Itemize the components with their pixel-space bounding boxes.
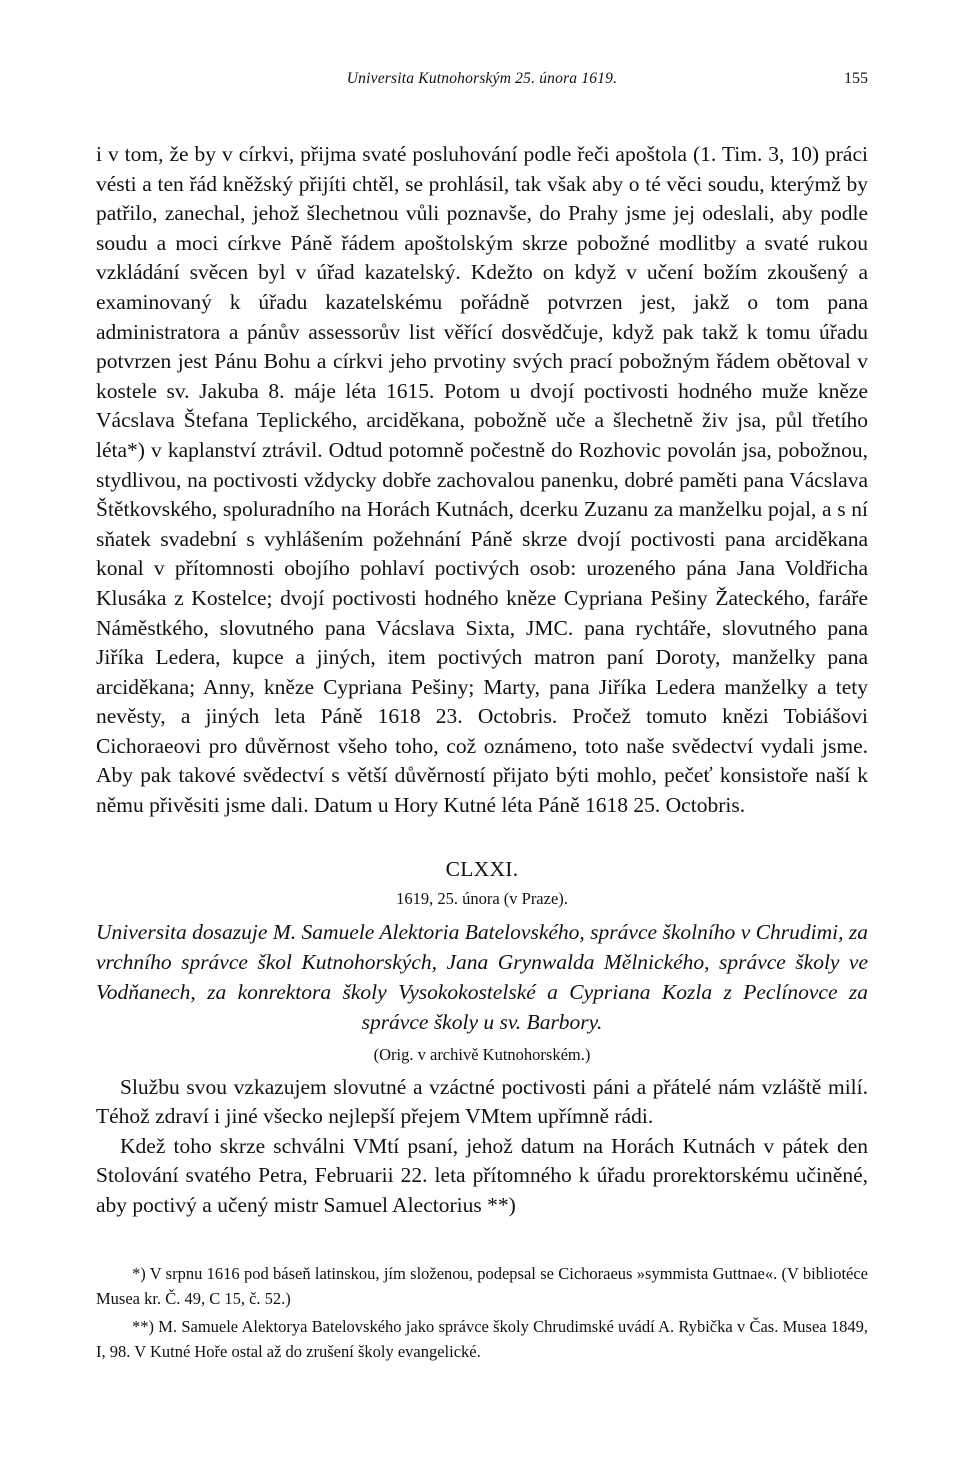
book-page [96, 70, 868, 1365]
document-source: (Orig. v archivě Kutnohorském.) [373, 1044, 591, 1064]
document-number: CLXXI. [445, 856, 519, 881]
footnote-1: *) V srpnu 1616 pod báseň latinskou, jím složenou, podepsal se Cichoraeus »symmista Guttnae«. (V bibliotéce Musea kr. Č. 49, C 15, č. 52.) [96, 1263, 868, 1309]
document-regest: Universita dosazuje M. Samuele Alektoria Batelovského, správce školního v Chrudimi, za vrchního správce škol Kutnohorských, Jana Grynwalda Mělnického, správce školy ve Vodňanech, za konrektora školy Vysokokostelské a Cypriana Kozla z Peclínovce za správce školy u sv. Barbory. [96, 919, 868, 1034]
document-date: 1619, 25. února (v Praze). [396, 888, 568, 908]
page-number: 155 [844, 70, 868, 87]
running-head [96, 70, 868, 110]
footnotes [96, 1261, 868, 1365]
continued-paragraph: i v tom, že by v církvi, přijma svaté posluhování podle řeči apoštola (1. Tim. 3, 10) práci vésti a ten řád kněžský přijíti chtěl, se prohlásil, tak však aby o té věci soudu, kterýmž by patřilo, zanechal, jehož šlechetnou vůli poznavše, do Prahy jsme jej odeslali, aby podle soudu a moci církve Páně řádem apoštolským skrze pobožné modlitby a svaté rukou vzkládání svěcen byl v úřad kazatelský. Kdežto on když v učení božím zkoušený a examinovaný k úřadu kazatelskému pořádně potvrzen jest, jakž o tom pana administratora a pánův assessorův list věřící dosvědčuje, když pak takž k tomu úřadu potvrzen jest Pánu Bohu a církvi jeho prvotiny svých prací pobožným řádem obětoval v kostele sv. Jakuba 8. máje léta 1615. Potom u dvojí poctivosti hodného muže kněze Vácslava Štefana Teplického, arciděkana, pobožně uče a šlechetně živ jsa, půl třetího léta*) v kaplanství ztrávil. Odtud potomně počestně do Rozhovic povolán jsa, pobožnou, stydlivou, na poctivosti vždycky dobře zachovalou panenku, dobré paměti pana Vácslava Štětkovského, spoluradního na Horách Kutnách, dcerku Zuzanu za manželku pojal, a s ní sňatek svadební s vyhlášením požehnání Páně skrze dvojí poctivosti pana arciděkana konal v přítomnosti obojího pohlaví poctivých osob: urozeného pána Jana Voldřicha Klusáka z Kostelce; dvojí poctivosti hodného kněze Cypriana Pešiny Žateckého, faráře Náměstkého, slovutného pana Vácslava Sixta, JMC. pana rychtáře, slovutného pana Jiříka Ledera, kupce a jiných, item poctivých matron paní Doroty, manželky pana arciděkana; Anny, kněze Cypriana Pešiny; Marty, pana Jiříka Ledera manželky a tety nevěsty, a jiných leta Páně 1618 23. Octobris. Pročež tomuto knězi Tobiášovi Cichoraeovi pro důvěrnost všeho toho, což oznámeno, toto naše svědectví vydali jsme. Aby pak takové svědectví s větší důvěrností přijato býti mohlo, pečeť konsistoře naší k němu přivěsiti jsme dali. Datum u Hory Kutné léta Páně 1618 25. Octobris. [96, 142, 868, 818]
letter-paragraph-2: Kdež toho skrze schválni VMtí psaní, jehož datum na Horách Kutnách v pátek den Stolování svatého Petra, Februarii 22. leta přítomného k úřadu prorektorskému učiněné, aby poctivý a učený mistr Samuel Alectorius **) [96, 1133, 868, 1218]
running-title: Universita Kutnohorským 25. února 1619. [346, 70, 618, 87]
footnote-2: **) M. Samuele Alektorya Batelovského jako správce školy Chrudimské uvádí A. Rybička v Čas. Musea 1849, I, 98. V Kutné Hoře ostal až do zrušení školy evangelické. [96, 1316, 868, 1362]
letter-paragraph-1: Službu svou vzkazujem slovutné a vzáctné poctivosti páni a přátelé nám vzláště milí. Téhož zdraví i jiné všecko nejlepší přejem VMtem upřímně rádi. [96, 1074, 868, 1129]
